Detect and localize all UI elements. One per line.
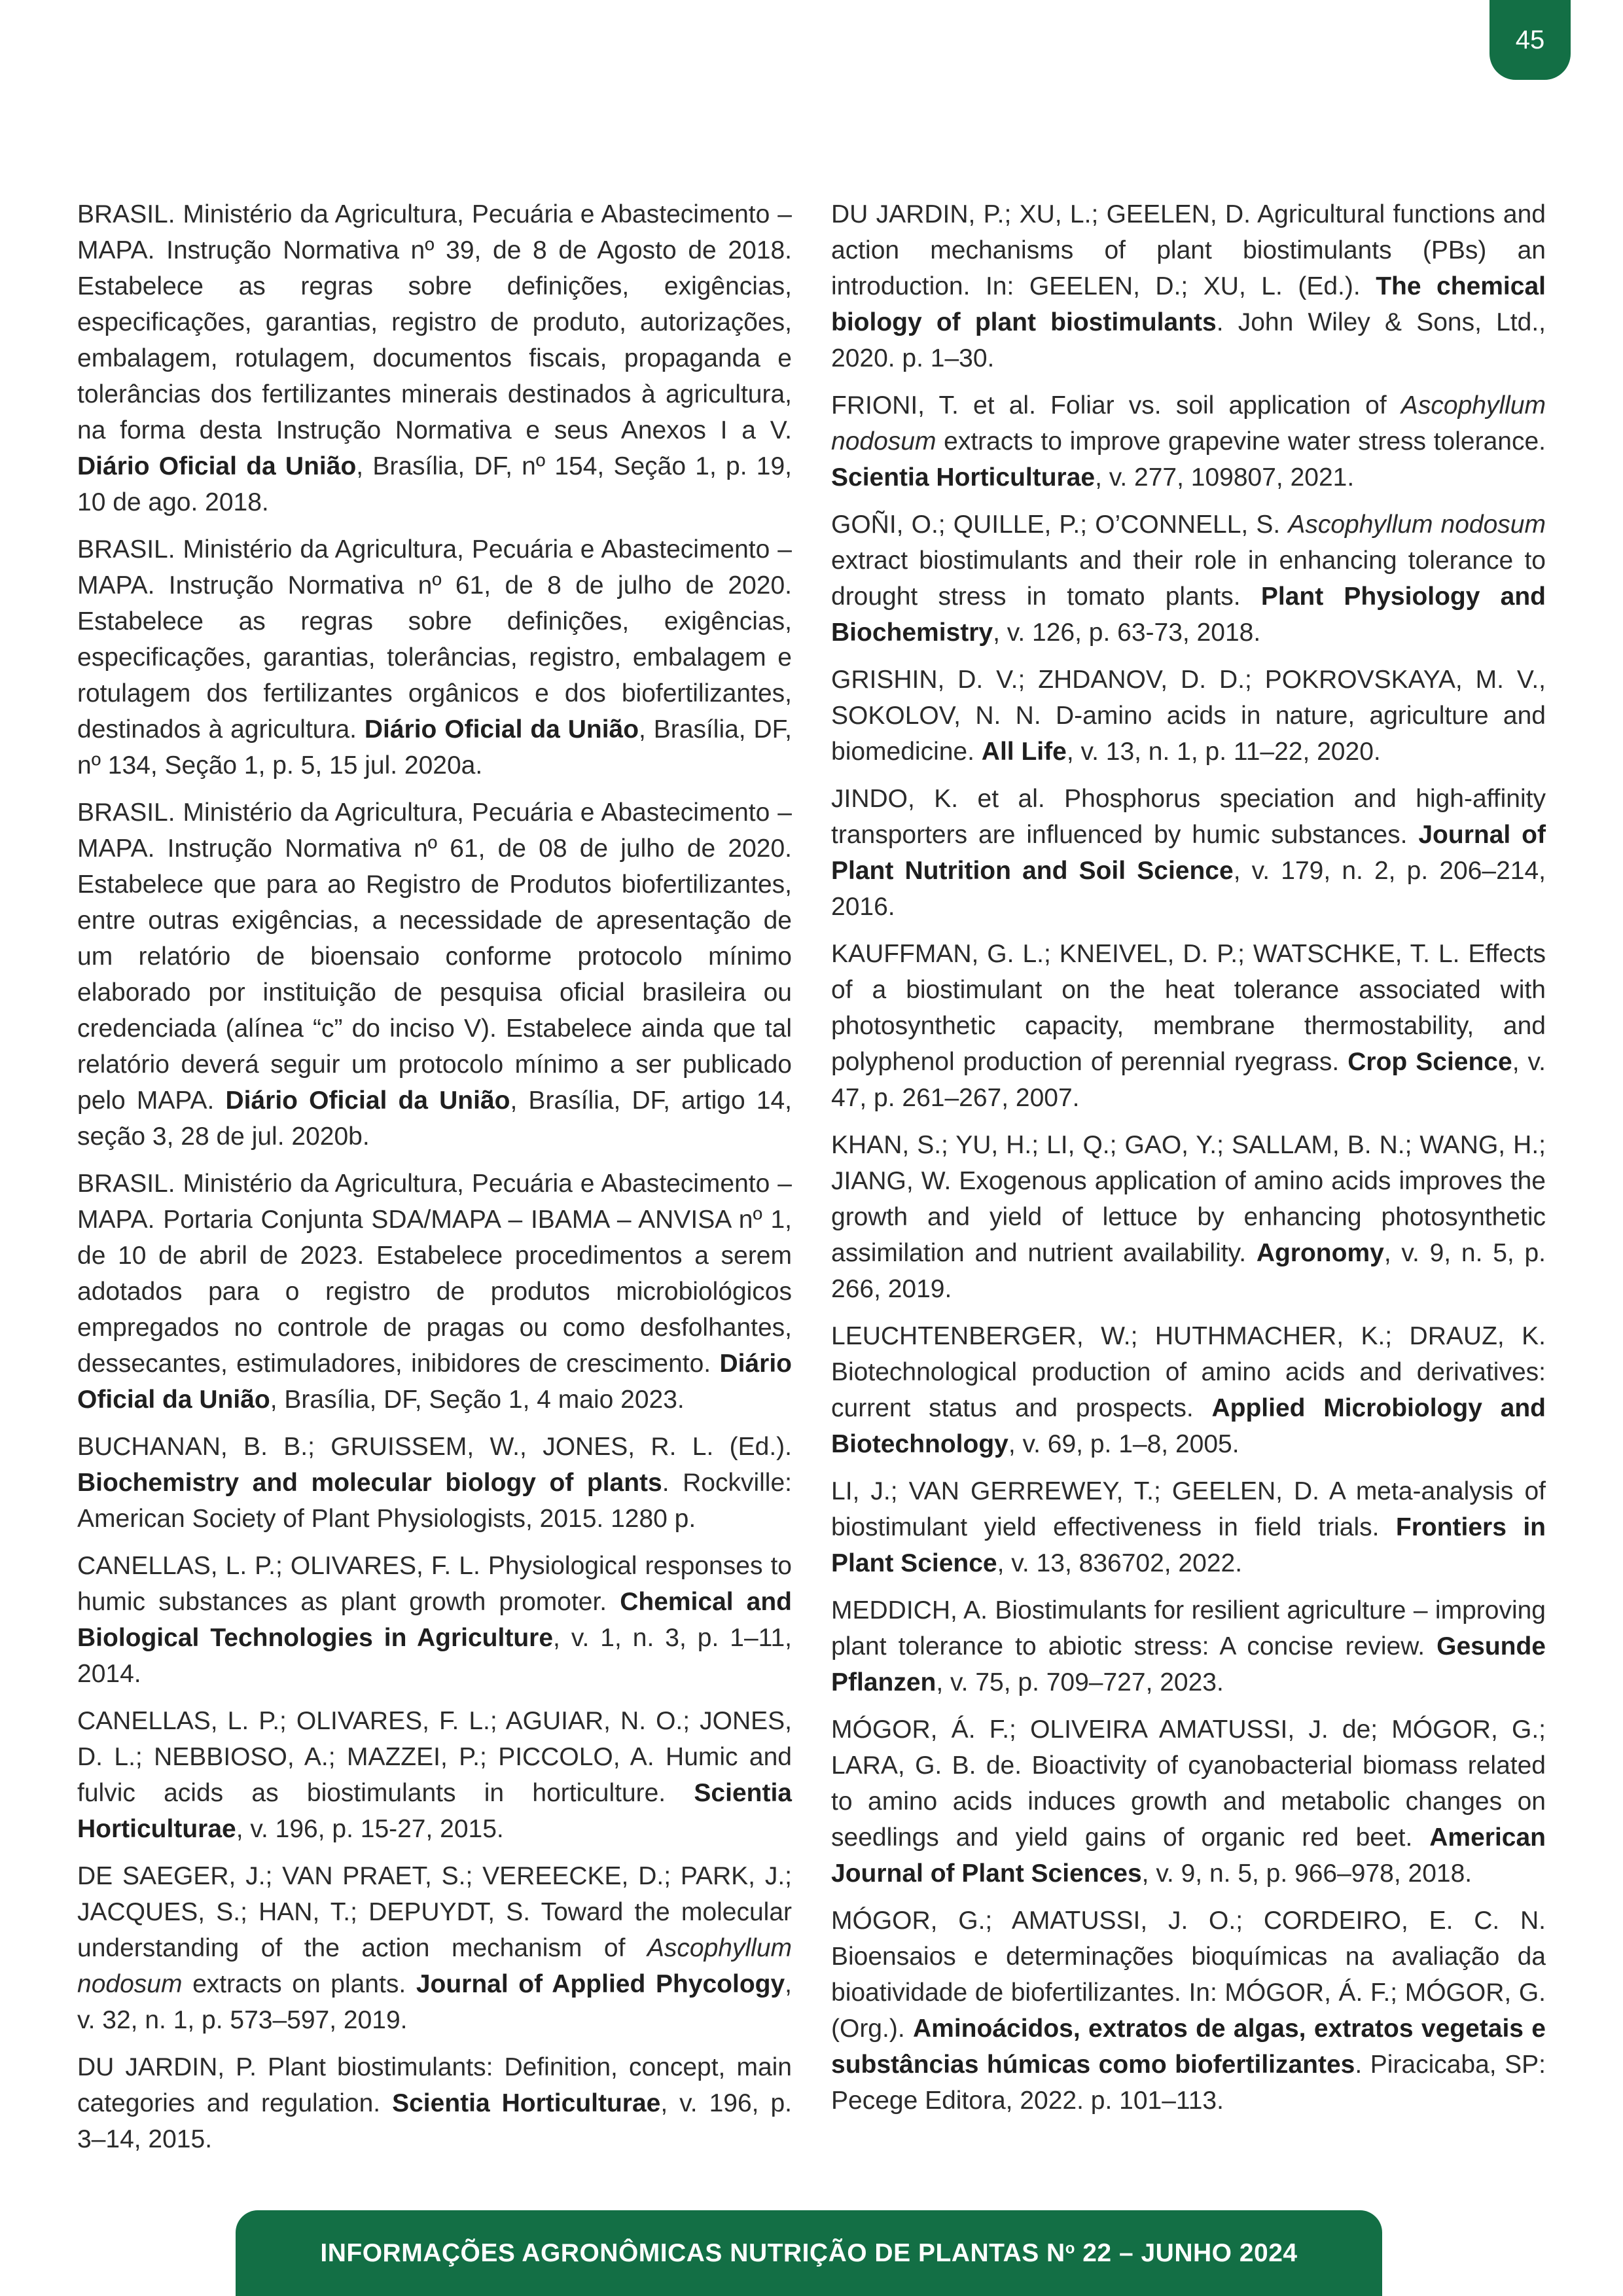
reference-entry: KAUFFMAN, G. L.; KNEIVEL, D. P.; WATSCHKE, T. L. Effects of a biostimulant on the heat tolerance associated with photosynthetic capacity, membrane thermostability, and polyphenol production of perennial ryegrass. Crop Science, v. 47, p. 261–267, 2007. [831,940,1546,1112]
footer-banner [236,2210,1382,2296]
references-right-column [831,196,1546,2130]
reference-entry: JINDO, K. et al. Phosphorus speciation and high-affinity transporters are influenced by humic substances. Journal of Plant Nutrition and Soil Science, v. 179, n. 2, p. 206–214, 2016. [831,785,1546,921]
reference-entry: DE SAEGER, J.; VAN PRAET, S.; VEREECKE, D.; PARK, J.; JACQUES, S.; HAN, T.; DEPUYDT, S. Toward the molecular understanding of the action mechanism of Ascophyllum nodosum extracts on plants. Journal of Applied Phycology, v. 32, n. 1, p. 573–597, 2019. [77,1862,792,2034]
reference-entry: MEDDICH, A. Biostimulants for resilient agriculture – improving plant tolerance to abiotic stress: A concise review. Gesunde Pflanzen, v. 75, p. 709–727, 2023. [831,1596,1546,1696]
references-left-column [77,196,792,2168]
reference-entry: DU JARDIN, P.; XU, L.; GEELEN, D. Agricultural functions and action mechanisms of plant biostimulants (PBs) an introduction. In: GEELEN, D.; XU, L. (Ed.). The chemical biology of plant biostimulants. John Wiley & Sons, Ltd., 2020. p. 1–30. [831,200,1546,372]
reference-entry: BUCHANAN, B. B.; GRUISSEM, W., JONES, R. L. (Ed.). Biochemistry and molecular biology of plants. Rockville: American Society of Plant Physiologists, 2015. 1280 p. [77,1433,792,1533]
reference-entry: CANELLAS, L. P.; OLIVARES, F. L.; AGUIAR, N. O.; JONES, D. L.; NEBBIOSO, A.; MAZZEI, P.; PICCOLO, A. Humic and fulvic acids as biostimulants in horticulture. Scientia Horticulturae, v. 196, p. 15-27, 2015. [77,1707,792,1843]
reference-entry: GOÑI, O.; QUILLE, P.; O’CONNELL, S. Ascophyllum nodosum extract biostimulants and their role in enhancing tolerance to drought stress in tomato plants. Plant Physiology and Biochemistry, v. 126, p. 63-73, 2018. [831,511,1546,647]
reference-entry: CANELLAS, L. P.; OLIVARES, F. L. Physiological responses to humic substances as plant growth promoter. Chemical and Biological Technologies in Agriculture, v. 1, n. 3, p. 1–11, 2014. [77,1552,792,1688]
reference-entry: MÓGOR, G.; AMATUSSI, J. O.; CORDEIRO, E. C. N. Bioensaios e determinações bioquímicas na avaliação da bioatividade de biofertilizantes. In: MÓGOR, Á. F.; MÓGOR, G. (Org.). Aminoácidos, extratos de algas, extratos vegetais e substâncias húmicas como biofertilizantes. Piracicaba, SP: Pecege Editora, 2022. p. 101–113. [831,1907,1546,2115]
reference-entry: MÓGOR, Á. F.; OLIVEIRA AMATUSSI, J. de; MÓGOR, G.; LARA, G. B. de. Bioactivity of cyanobacterial biomass related to amino acids induces growth and metabolic changes on seedlings and yield gains of organic red beet. American Journal of Plant Sciences, v. 9, n. 5, p. 966–978, 2018. [831,1715,1546,1888]
reference-entry: FRIONI, T. et al. Foliar vs. soil application of Ascophyllum nodosum extracts to improve grapevine water stress tolerance. Scientia Horticulturae, v. 277, 109807, 2021. [831,391,1546,492]
footer-title: INFORMAÇÕES AGRONÔMICAS NUTRIÇÃO DE PLANTAS $N^o$ 22 – JUNHO 2024 [320,2238,1298,2267]
reference-entry: BRASIL. Ministério da Agricultura, Pecuária e Abastecimento – MAPA. Portaria Conjunta SDA/MAPA – IBAMA – ANVISA nº 1, de 10 de abril de 2023. Estabelece procedimentos a serem adotados para o registro de produtos microbiológicos empregados no controle de pragas ou como desfolhantes, dessecantes, estimuladores, inibidores de crescimento. Diário Oficial da União, Brasília, DF, Seção 1, 4 maio 2023. [77,1170,792,1414]
reference-entry: GRISHIN, D. V.; ZHDANOV, D. D.; POKROVSKAYA, M. V., SOKOLOV, N. N. D-amino acids in nature, agriculture and biomedicine. All Life, v. 13, n. 1, p. 11–22, 2020. [831,666,1546,766]
reference-entry: LEUCHTENBERGER, W.; HUTHMACHER, K.; DRAUZ, K. Biotechnological production of amino acids and derivatives: current status and prospects. Applied Microbiology and Biotechnology, v. 69, p. 1–8, 2005. [831,1322,1546,1458]
reference-entry: BRASIL. Ministério da Agricultura, Pecuária e Abastecimento – MAPA. Instrução Normativa nº 61, de 08 de julho de 2020. Estabelece que para ao Registro de Produtos biofertilizantes, entre outras exigências, a necessidade de apresentação de um relatório de bioensaio conforme protocolo mínimo elaborado por instituição de pesquisa oficial brasileira ou credenciada (alínea “c” do inciso V). Estabelece ainda que tal relatório deverá seguir um protocolo mínimo a ser publicado pelo MAPA. Diário Oficial da União, Brasília, DF, artigo 14, seção 3, 28 de jul. 2020b. [77,798,793,1151]
reference-entry: BRASIL. Ministério da Agricultura, Pecuária e Abastecimento – MAPA. Instrução Normativa nº 39, de 8 de Agosto de 2018. Estabelece as regras sobre definições, exigências, especificações, garantias, registro de produto, autorizações, embalagem, rotulagem, documentos fiscais, propaganda e tolerâncias dos fertilizantes minerais destinados à agricultura, na forma desta Instrução Normativa e seus Anexos I a V. Diário Oficial da União, Brasília, DF, nº 154, Seção 1, p. 19, 10 de ago. 2018. [77,200,792,516]
page-number: 45 [1489,0,1571,80]
reference-entry: LI, J.; VAN GERREWEY, T.; GEELEN, D. A meta-analysis of biostimulant yield effectiveness in field trials. Frontiers in Plant Science, v. 13, 836702, 2022. [831,1477,1546,1577]
reference-entry: KHAN, S.; YU, H.; LI, Q.; GAO, Y.; SALLAM, B. N.; WANG, H.; JIANG, W. Exogenous application of amino acids improves the growth and yield of lettuce by enhancing photosynthetic assimilation and nutrient availability. Agronomy, v. 9, n. 5, p. 266, 2019. [831,1131,1546,1303]
reference-entry: BRASIL. Ministério da Agricultura, Pecuária e Abastecimento – MAPA. Instrução Normativa nº 61, de 8 de julho de 2020. Estabelece as regras sobre definições, exigências, especificações, garantias, tolerâncias, registro, embalagem e rotulagem dos fertilizantes orgânicos e dos biofertilizantes, destinados à agricultura. Diário Oficial da União, Brasília, DF, nº 134, Seção 1, p. 5, 15 jul. 2020a. [77,535,792,780]
reference-entry: DU JARDIN, P. Plant biostimulants: Definition, concept, main categories and regulation. Scientia Horticulturae, v. 196, p. 3–14, 2015. [77,2053,792,2153]
